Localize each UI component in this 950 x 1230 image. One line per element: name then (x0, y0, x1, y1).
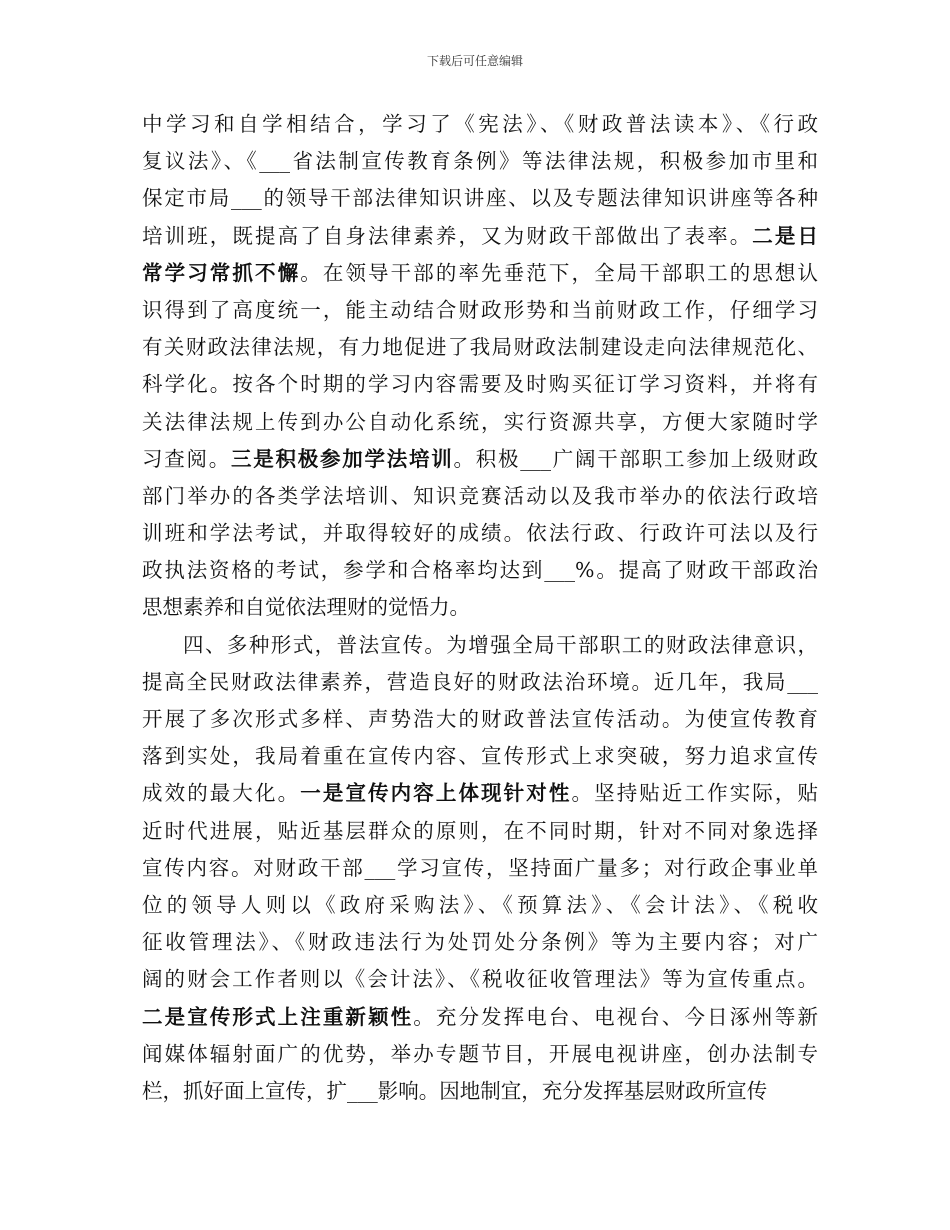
body-text: 政执法资格的考试，参学和合格率均达到___%。提高了财政干部政治 (142, 558, 818, 583)
text-line (142, 180, 818, 217)
page-header: 下载后可任意编辑 (426, 54, 523, 68)
document-body (142, 106, 818, 1110)
body-text: 四、多种形式，普法宣传。为增强全局干部职工的财政法律意识， (183, 632, 818, 657)
body-text: 培训班，既提高了自身法律素养，又为财政干部做出了表率。 (142, 223, 753, 248)
body-text: 宣传内容。对财政干部___学习宣传，坚持面广量多；对行政企事业单 (142, 855, 818, 880)
text-line (142, 106, 818, 143)
body-text: 征收管理法》、《财政违法行为处罚处分条例》等为主要内容；对广 (142, 930, 818, 955)
body-text: 复议法》、《___省法制宣传教育条例》等法律法规，积极参加市里和 (142, 149, 818, 174)
text-line (142, 627, 818, 664)
body-text: 识得到了高度统一，能主动结合财政形势和当前财政工作，仔细学习 (142, 297, 818, 322)
text-line (142, 775, 818, 812)
text-line (142, 515, 818, 552)
text-line (142, 961, 818, 998)
body-text: 中学习和自学相结合，学习了《宪法》、《财政普法读本》、《行政 (142, 112, 818, 136)
bold-heading-text: 三是积极参加学法培训 (231, 446, 454, 471)
body-text: 科学化。按各个时期的学习内容需要及时购买征订学习资料，并将有 (142, 372, 818, 397)
text-line (142, 255, 818, 292)
text-line (142, 999, 818, 1036)
text-line (142, 1036, 818, 1073)
text-line (142, 887, 818, 924)
text-line (142, 292, 818, 329)
body-text: 关法律法规上传到办公自动化系统，实行资源共享，方便大家随时学 (142, 409, 818, 434)
body-text: 部门举办的各类学法培训、知识竞赛活动以及我市举办的依法行政培 (142, 483, 818, 508)
body-text: 开展了多次形式多样、声势浩大的财政普法宣传活动。为使宣传教育 (142, 707, 818, 731)
text-line (142, 924, 818, 961)
text-line (142, 143, 818, 180)
text-line (142, 218, 818, 255)
body-text: 提高全民财政法律素养，营造良好的财政法治环境。近几年，我局___ (142, 669, 818, 694)
text-line (142, 738, 818, 775)
body-text: 位的领导人则以《政府采购法》、《预算法》、《会计法》、《税收 (142, 892, 818, 917)
bold-heading-text: 二是日 (752, 223, 819, 248)
bold-heading-text: 二是宣传形式上注重新颖性 (142, 1004, 414, 1029)
body-text: 阔的财会工作者则以《会计法》、《税收征收管理法》等为宣传重点。 (142, 967, 818, 992)
text-line (142, 701, 818, 738)
text-line (142, 441, 818, 478)
text-line (142, 404, 818, 441)
bold-heading-text: 一是宣传内容上体现针对性 (300, 781, 572, 806)
text-line (142, 589, 818, 626)
body-text: 保定市局___的领导干部法律知识讲座、以及专题法律知识讲座等各种 (142, 186, 818, 211)
text-line (142, 850, 818, 887)
body-text: 。充分发挥电台、电视台、今日涿州等新 (413, 1004, 819, 1029)
bold-heading-text: 常学习常抓不懈 (142, 260, 301, 285)
body-text: 。在领导干部的率先垂范下，全局干部职工的思想认 (300, 260, 819, 285)
body-text: 。积极___广阔干部职工参加上级财政 (453, 446, 818, 471)
text-line (142, 813, 818, 850)
body-text: 近时代进展，贴近基层群众的原则，在不同时期，针对不同对象选择 (142, 818, 818, 843)
body-text: 落到实处，我局着重在宣传内容、宣传形式上求突破，努力追求宣传 (142, 744, 818, 769)
body-text: 习查阅。 (142, 446, 231, 471)
body-text: 训班和学法考试，并取得较好的成绩。依法行政、行政许可法以及行 (142, 521, 818, 546)
body-text: 成效的最大化。 (142, 781, 301, 806)
body-text: 栏，抓好面上宣传，扩___影响。因地制宜，充分发挥基层财政所宣传 (142, 1078, 768, 1103)
body-text: 。坚持贴近工作实际，贴 (571, 781, 819, 806)
text-line (142, 664, 818, 701)
text-line (142, 552, 818, 589)
body-text: 闻媒体辐射面广的优势，举办专题节目，开展电视讲座，创办法制专 (142, 1041, 818, 1066)
paragraph-p1 (142, 106, 818, 627)
text-line (142, 366, 818, 403)
text-line (142, 478, 818, 515)
body-text: 有关财政法律法规，有力地促进了我局财政法制建设走向法律规范化、 (142, 335, 818, 360)
text-line (142, 329, 818, 366)
paragraph-p2 (142, 627, 818, 1110)
body-text: 思想素养和自觉依法理财的觉悟力。 (142, 595, 470, 620)
text-line (142, 1073, 818, 1110)
